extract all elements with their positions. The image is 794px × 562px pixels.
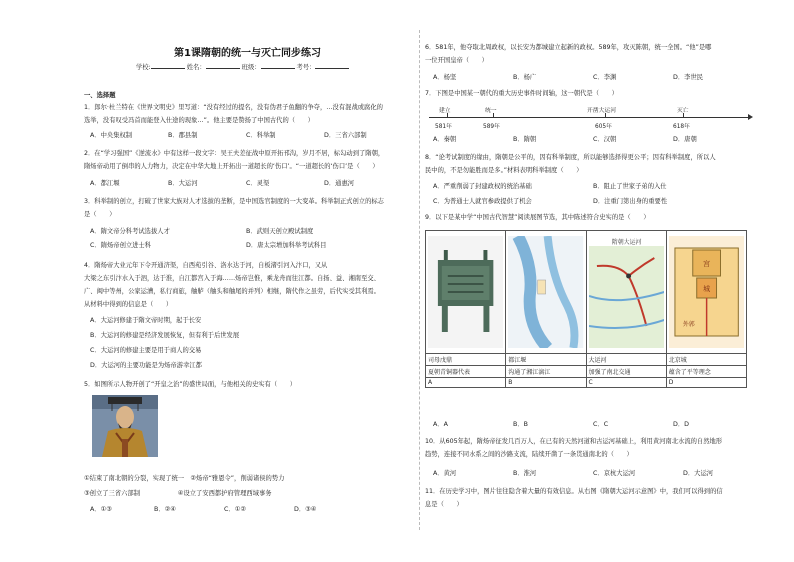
- q1-option-d[interactable]: D．三省六部制: [324, 132, 367, 139]
- timeline-event-label: 灭亡: [677, 108, 689, 114]
- number-label: 考号：: [296, 64, 316, 71]
- right-column: [425, 0, 755, 562]
- q9-letter-cell: A: [426, 378, 506, 388]
- q5-line1: 5．如图所示人物开创了“开皇之治”的盛世局面，与他相关的史实有（ ）: [84, 381, 297, 388]
- q9-desc-cell: 加强了南北交通: [586, 366, 666, 378]
- column-divider: [419, 30, 420, 530]
- timeline-event-label: 开凿大运河: [587, 108, 616, 114]
- outer-wall-label: 外郭: [682, 320, 695, 329]
- timeline-year-label: 618年: [673, 124, 690, 130]
- name-blank[interactable]: [206, 62, 240, 69]
- q10-line2: 趋势，连接不同水系之间的沙路支流，陆续开凿了一条贯通南北的（ ）: [425, 451, 633, 458]
- q8-option-d[interactable]: D．注重门第出身的重要性: [593, 198, 668, 205]
- q5-option-b[interactable]: B．②④: [154, 506, 176, 513]
- q9-letter-cell: D: [666, 378, 746, 388]
- q9-letter-cell: B: [506, 378, 586, 388]
- q4-option-c[interactable]: C．大运河的修建主要是用于商人的交易: [90, 347, 202, 354]
- class-blank[interactable]: [261, 62, 295, 69]
- q6-line2: 一位开国皇帝（ ）: [425, 57, 488, 64]
- q1-line2: 选举，没有叹受冯首而能登入仕途的现象…”。他主要是赞扬了中国古代的（ ）: [84, 117, 314, 124]
- q1-option-c[interactable]: C．科举制: [246, 132, 276, 139]
- q2-line1: 2．在“学习强国”《逆流水》中有这样一段文字：吴王夫差征战中原开拓邗沟，岁月不居，标勾动到了隋朝，: [84, 150, 385, 157]
- q8-option-c[interactable]: C．为普通士人就官参政提供了机会: [433, 198, 532, 205]
- q4-line3: 广、闽中等州，公家运漕，私行商旅，舳舻（舳头和舳尾的并列）相继，隋代作之虽劳，后代实受其利焉。: [84, 288, 380, 295]
- q2-option-a[interactable]: A．都江堰: [90, 180, 120, 187]
- city-label: 城: [702, 284, 710, 294]
- q9-name-cell: 司母戊鼎: [426, 354, 506, 366]
- q3-line1: 3．科举制的创立，打破了世家大族对人才选拔的垄断，是中国选官制度的一大变革。科举制正式创立的标志: [84, 198, 384, 205]
- q1-line1: 1．郎尔·杜兰特在《世界文明史》里写道：“没有经过的提名，没有伪君子鱼翻的争夺，…没有混战或腐化的: [84, 104, 383, 111]
- left-column: [78, 0, 414, 562]
- student-info-row: [136, 62, 349, 72]
- q9-image-cell: [586, 231, 666, 354]
- q9-image-cell: [506, 231, 586, 354]
- q10-option-b[interactable]: B．淮河: [513, 470, 537, 477]
- page-title: 第1课隋朝的统一与灭亡同步练习: [174, 48, 321, 59]
- q7-option-b[interactable]: B．隋朝: [513, 136, 537, 143]
- q1-option-a[interactable]: A．中央集权制: [90, 132, 133, 139]
- q6-line1: 6．581年，他夺取北周政权，以长安为都城建立起新的政权。589年，攻灭陈朝，统一全国。“他”是哪: [425, 44, 712, 51]
- q9-desc-cell: 沟通了湘江漓江: [506, 366, 586, 378]
- q9-option-c[interactable]: C．C: [593, 421, 609, 428]
- q9-name-row: [426, 354, 747, 366]
- q8-line1: 8．“论考试制度的缘由，隋朝是公平的，因有科举制度，所以能够选择得更公平；因有科举制度，所以人: [425, 154, 716, 161]
- timeline-arrow-icon: [748, 114, 753, 120]
- q9-table: [425, 230, 747, 388]
- grand-canal-map-image: [589, 236, 664, 348]
- q5-statement-1: ①结束了南北朝的分裂，实现了统一 ②炀帝“雅恩令”，削弱诸侯的势力: [84, 475, 285, 482]
- q10-option-c[interactable]: C．京杭大运河: [593, 470, 636, 477]
- q5-statement-2: ③创立了三省六部制 ④设立了安西都护府管理西域事务: [84, 490, 272, 497]
- timeline-event-label: 建立: [439, 108, 451, 114]
- q9-image-row: [426, 231, 747, 354]
- timeline-year-label: 581年: [435, 124, 452, 130]
- bronze-ding-image: [428, 236, 503, 348]
- q4-option-b[interactable]: B．大运河的修建是经济发展恢复，但有利于后世发展: [90, 332, 240, 339]
- q4-line2: 大梁之东引汴水入于泗，达于淮，自江都宫入于海……炀帝岂惟，乘龙舟而往江都。自扬、益、湘南至交、: [84, 275, 380, 282]
- q9-desc-cell: 蕴含了平等理念: [666, 366, 746, 378]
- number-blank[interactable]: [315, 62, 349, 69]
- q11-line1: 11．在历史学习中，图片往往隐含着大量的有效信息。从右图《隋朝大运河示意图》中，我们可以得到的信: [425, 488, 723, 495]
- q3-option-d[interactable]: D．唐太宗增加科举考试科目: [246, 242, 327, 249]
- timeline-event-label: 统一: [485, 108, 497, 114]
- q9-option-d[interactable]: D．D: [673, 421, 689, 428]
- q2-line2: 隋炀帝动用了倒串的人力物力，决定在中华大地上开拓出一道超长的‘伤口’。“一道超长的‘伤口’是（ ）: [84, 163, 379, 170]
- timeline-axis: [429, 117, 749, 118]
- q9-name-cell: 北京城: [666, 354, 746, 366]
- q10-option-a[interactable]: A．黄河: [433, 470, 457, 477]
- q8-line2: 民中的，不是勿能胜而是多。”材料表明科举制度（ ）: [425, 167, 583, 174]
- q9-name-cell: 大运河: [586, 354, 666, 366]
- q7-option-d[interactable]: D．唐朝: [673, 136, 697, 143]
- q2-option-c[interactable]: C．灵渠: [246, 180, 270, 187]
- school-blank[interactable]: [151, 62, 185, 69]
- q7-timeline: [425, 103, 755, 133]
- q9-desc-cell: 夏朝青铜器代表: [426, 366, 506, 378]
- q6-option-b[interactable]: B．杨广: [513, 74, 537, 81]
- q2-option-b[interactable]: B．大运河: [168, 180, 198, 187]
- palace-label: 宫: [702, 259, 710, 269]
- q9-image-cell: [666, 231, 746, 354]
- q1-option-b[interactable]: B．郡县制: [168, 132, 198, 139]
- q4-line1: 4．隋炀帝大业元年下令开通济渠，自西苑引谷、洛水达于河，自板渚引河入汴口，又从: [84, 262, 328, 269]
- dujiangyan-map-image: [508, 236, 583, 348]
- q4-option-a[interactable]: A．大运河修建于隋文帝时期，起于长安: [90, 317, 202, 324]
- q9-line1: 9．以下是某中学“中国古代智慧”阅读展图节选，其中陈述符合史实的是（ ）: [425, 214, 650, 221]
- q2-option-d[interactable]: D．通惠河: [324, 180, 355, 187]
- q5-option-c[interactable]: C．①②: [224, 506, 246, 513]
- q7-line1: 7．下图是中国某一朝代的重大历史事件时间轴，这一朝代是（ ）: [425, 90, 618, 97]
- q10-line1: 10．从605年起，隋炀帝征发几百万人，在已有的天然河道和古运河基础上，利用黄河南北水流的自然地形: [425, 438, 723, 445]
- name-label: 姓名：: [186, 64, 206, 71]
- q7-option-c[interactable]: C．汉朝: [593, 136, 617, 143]
- q9-option-a[interactable]: A．A: [433, 421, 448, 428]
- map-title: 隋朝大运河: [611, 238, 641, 247]
- school-label: 学校:: [136, 64, 151, 71]
- q3-line2: 是（ ）: [84, 211, 116, 218]
- q4-option-d[interactable]: D．大运河的主要功能是为炀帝游幸江都: [90, 362, 202, 369]
- q3-option-a[interactable]: A．隋文帝分科考试选拔人才: [90, 228, 170, 235]
- q3-option-c[interactable]: C．隋炀帝创立进士科: [90, 242, 152, 249]
- timeline-year-label: 605年: [595, 124, 612, 130]
- q6-option-c[interactable]: C．李渊: [593, 74, 617, 81]
- emperor-portrait: [92, 395, 158, 457]
- timeline-year-label: 589年: [483, 124, 500, 130]
- q7-option-a[interactable]: A．秦朝: [433, 136, 457, 143]
- q10-option-d[interactable]: D．大运河: [683, 470, 714, 477]
- q4-line4: 从材料中得到的信息是（ ）: [84, 301, 173, 308]
- q9-desc-row: [426, 366, 747, 378]
- q5-option-a[interactable]: A．①③: [90, 506, 112, 513]
- q9-name-cell: 都江堰: [506, 354, 586, 366]
- q9-letter-cell: C: [586, 378, 666, 388]
- section-heading: 一、选择题: [84, 92, 116, 99]
- q9-image-cell: [426, 231, 506, 354]
- q9-letter-row: [426, 378, 747, 388]
- q6-option-a[interactable]: A．杨坚: [433, 74, 457, 81]
- q8-option-a[interactable]: A．严重削弱了封建政权的统治基础: [433, 183, 532, 190]
- q9-option-b[interactable]: B．B: [513, 421, 528, 428]
- city-plan-image: [669, 236, 744, 348]
- q5-option-d[interactable]: D．③④: [294, 506, 317, 513]
- q6-option-d[interactable]: D．李世民: [673, 74, 704, 81]
- q3-option-b[interactable]: B．武则天创立殿试制度: [246, 228, 314, 235]
- class-label: 班级：: [241, 64, 261, 71]
- q8-option-b[interactable]: B．阻止了世家子弟的入仕: [593, 183, 667, 190]
- q11-line2: 息是（ ）: [425, 501, 463, 508]
